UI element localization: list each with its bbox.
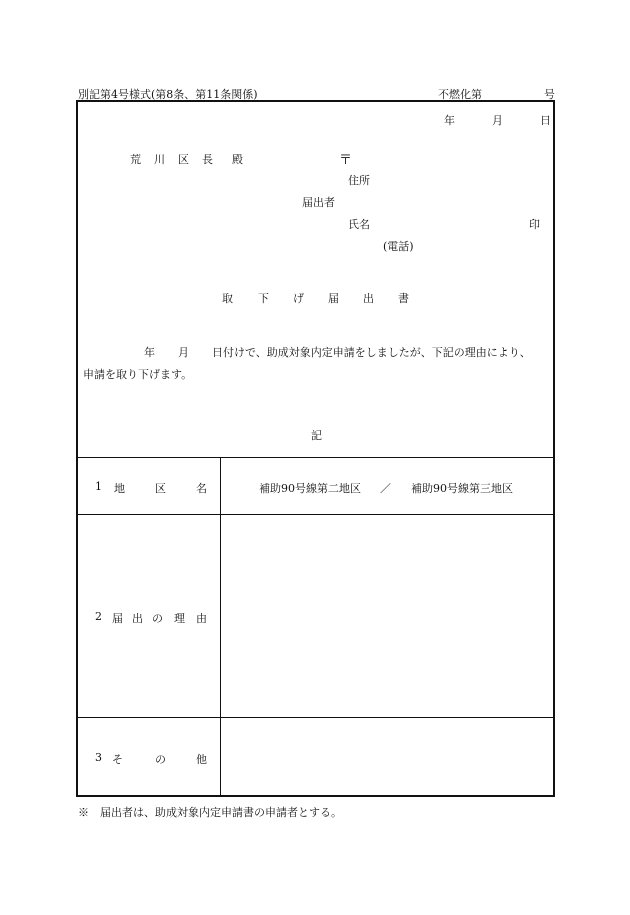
body-month: 月 [178,346,189,359]
postal-mark: 〒 [339,153,353,168]
row-number: 2 [95,610,102,623]
title-char: 下 [258,292,269,305]
addressee-char: 川 [154,153,165,166]
date-month: 月 [492,114,503,127]
title-char: 書 [398,292,409,305]
district-separator: ／ [380,482,391,495]
addressee-char: 殿 [232,153,243,166]
row-label-char: 名 [196,482,207,495]
row-label-char: 区 [155,482,166,495]
row-label-char: 届 [112,612,123,625]
date-year: 年 [444,114,455,127]
row-label-char: 出 [132,612,143,625]
title-char: 出 [363,292,374,305]
body-year: 年 [144,346,155,359]
name-label: 氏名 [348,218,370,231]
certificate-number-suffix: 号 [544,88,555,101]
form-reference: 別記第4号様式(第8条、第11条関係) [78,88,258,101]
addressee-char: 荒 [130,153,141,166]
row-label-char: 由 [196,612,207,625]
district-value-b: 補助90号線第三地区 [411,482,513,495]
other-input-area[interactable] [222,718,554,796]
date-day: 日 [540,114,551,127]
row-label-char: 地 [114,482,125,495]
phone-label: (電話) [383,240,414,253]
record-label: 記 [311,429,322,442]
certificate-number-label: 不燃化第 [438,88,482,101]
title-char: げ [293,292,304,305]
title-char: 届 [328,292,339,305]
row-number: 1 [95,480,102,493]
seal-mark: 印 [529,218,540,231]
row-label-char: 他 [196,753,207,766]
column-divider [220,457,221,796]
row-label-char: の [155,753,166,766]
row-number: 3 [95,751,102,764]
footnote: ※ 届出者は、助成対象内定申請書の申請者とする。 [78,806,342,819]
reason-input-area[interactable] [222,515,554,717]
addressee-char: 区 [178,153,189,166]
applicant-role-label: 届出者 [302,196,335,209]
district-value-a: 補助90号線第二地区 [259,482,361,495]
addressee-char: 長 [202,153,213,166]
row-label-char: そ [112,753,123,766]
body-line-1: 日付けで、助成対象内定申請をしましたが、下記の理由により、 [212,346,531,359]
row-label-char: 理 [174,612,185,625]
body-line-2: 申請を取り下げます。 [83,368,193,381]
row-label-char: の [152,612,163,625]
table-top-rule [77,457,554,458]
address-label: 住所 [348,174,370,187]
title-char: 取 [222,292,233,305]
